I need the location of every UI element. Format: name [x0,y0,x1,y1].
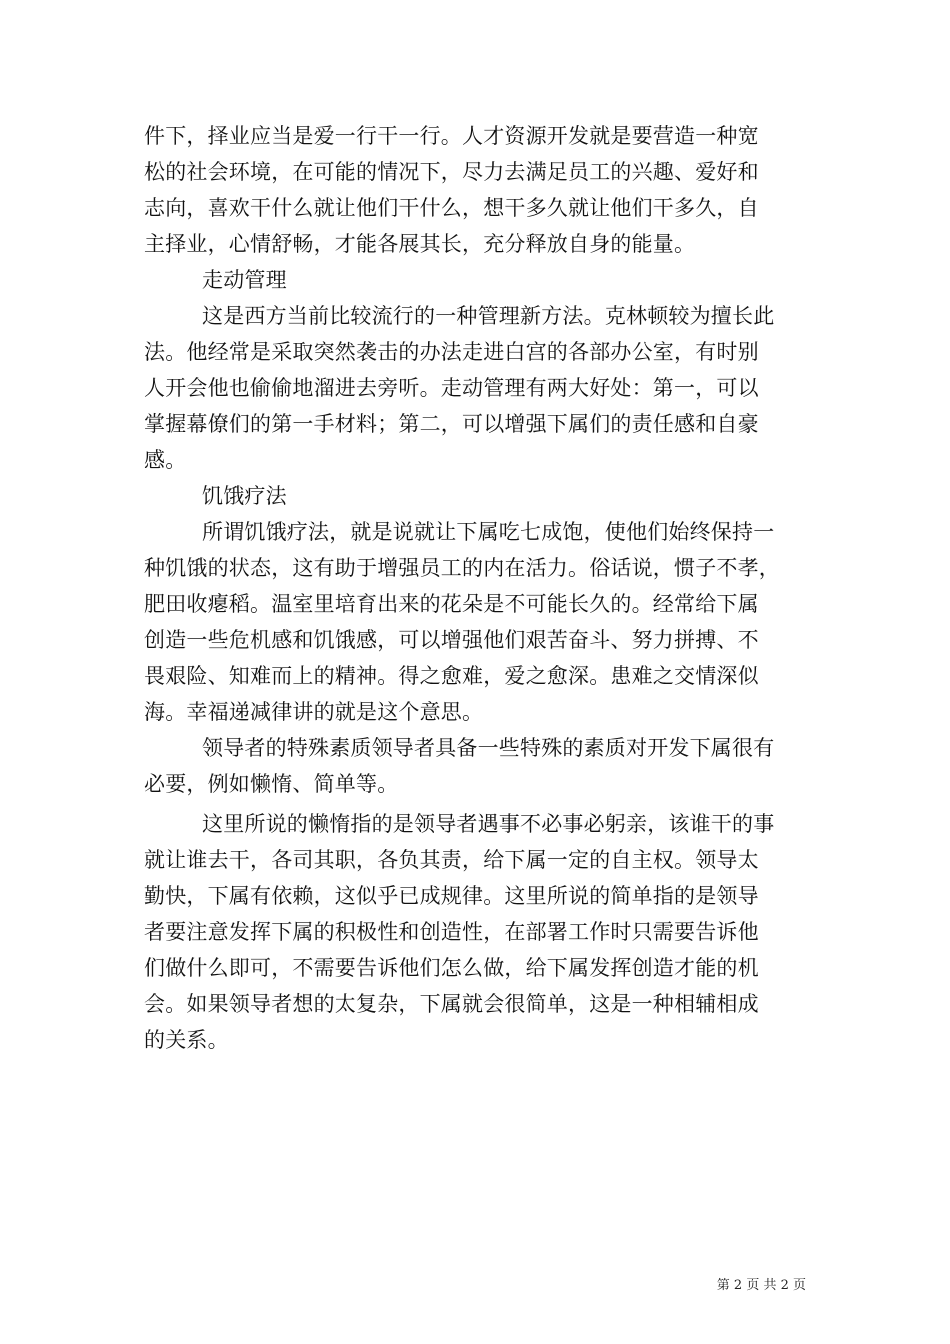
heading-text: 走动管理 [202,268,287,292]
text-line: 志向，喜欢干什么就让他们干什么，想干多久就让他们干多久，自 [144,196,759,220]
paragraph [144,118,806,262]
paragraph [144,806,806,1058]
text-line: 人开会他也偷偷地溜进去旁听。走动管理有两大好处：第一，可以 [144,376,759,400]
text-line: 感。 [144,448,187,472]
text-line: 主择业，心情舒畅，才能各展其长，充分释放自身的能量。 [144,232,696,256]
text-line: 就让谁去干，各司其职，各负其责，给下属一定的自主权。领导太 [144,848,759,872]
text-line: 海。幸福递减律讲的就是这个意思。 [144,700,484,724]
paragraph [144,514,806,730]
text-line: 们做什么即可，不需要告诉他们怎么做，给下属发挥创造才能的机 [144,956,759,980]
text-line: 件下，择业应当是爱一行干一行。人才资源开发就是要营造一种宽 [144,124,759,148]
paragraph [144,298,806,478]
text-line: 所谓饥饿疗法，就是说就让下属吃七成饱，使他们始终保持一 [202,520,775,544]
text-line: 法。他经常是采取突然袭击的办法走进白宫的各部办公室，有时别 [144,340,759,364]
text-line: 会。如果领导者想的太复杂，下属就会很简单，这是一种相辅相成 [144,992,759,1016]
heading-text: 饥饿疗法 [202,484,287,508]
paragraph [144,730,806,802]
section-heading [144,478,806,514]
text-line: 者要注意发挥下属的积极性和创造性，在部署工作时只需要告诉他 [144,920,759,944]
document-body [144,118,806,1058]
section-heading [144,262,806,298]
text-line: 勤快，下属有依赖，这似乎已成规律。这里所说的简单指的是领导 [144,884,759,908]
text-line: 肥田收瘪稻。温室里培育出来的花朵是不可能长久的。经常给下属 [144,592,759,616]
text-line: 掌握幕僚们的第一手材料；第二，可以增强下属们的责任感和自豪 [144,412,759,436]
text-line: 这里所说的懒惰指的是领导者遇事不必事必躬亲，该谁干的事 [202,812,775,836]
text-line: 领导者的特殊素质领导者具备一些特殊的素质对开发下属很有 [202,736,775,760]
text-line: 的关系。 [144,1028,229,1052]
page-number: 第 2 页 共 2 页 [716,1278,806,1293]
text-line: 必要，例如懒惰、简单等。 [144,772,399,796]
text-line: 松的社会环境，在可能的情况下，尽力去满足员工的兴趣、爱好和 [144,160,759,184]
text-line: 创造一些危机感和饥饿感，可以增强他们艰苦奋斗、努力拼搏、不 [144,628,759,652]
text-line: 种饥饿的状态，这有助于增强员工的内在活力。俗话说，惯子不孝， [144,556,780,580]
text-line: 这是西方当前比较流行的一种管理新方法。克林顿较为擅长此 [202,304,775,328]
text-line: 畏艰险、知难而上的精神。得之愈难，爱之愈深。患难之交情深似 [144,664,759,688]
